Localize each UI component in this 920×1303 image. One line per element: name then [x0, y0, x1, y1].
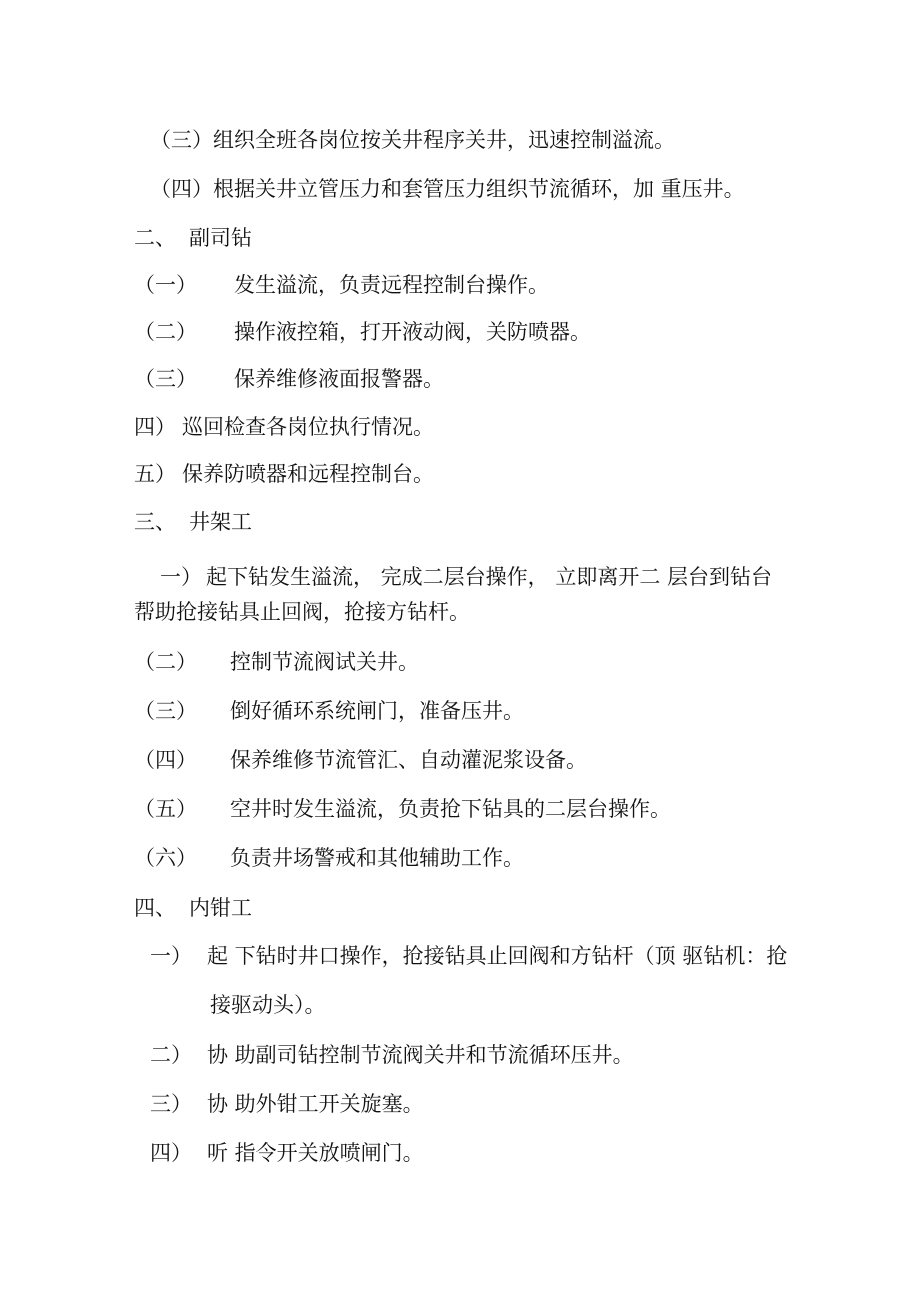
line-21 [150, 1090, 424, 1118]
item-marker: 三） [150, 1092, 192, 1116]
item-marker: （二） [134, 650, 197, 674]
item-text: 保养维修节流管汇、自动灌泥浆设备。 [230, 748, 587, 772]
item-text: 倒好循环系统闸门，准备压井。 [230, 699, 524, 723]
section-title: 井架工 [189, 510, 252, 534]
item-text: 发生溢流，负责远程控制台操作。 [234, 273, 549, 297]
line-16 [134, 844, 524, 872]
line-1 [150, 126, 675, 154]
line-8 [134, 460, 434, 488]
section-number: 三、 [134, 510, 176, 534]
item-text-continued: 接驱动头）。 [210, 993, 326, 1017]
item-text: 操作液控箱，打开液动阀，关防喷器。 [234, 320, 591, 344]
section-heading-3 [134, 508, 252, 536]
item-text: 负责井场警戒和其他辅助工作。 [230, 846, 524, 870]
section-title: 副司钻 [189, 226, 252, 250]
item-marker: 二） [150, 1043, 192, 1067]
line-20 [150, 1041, 634, 1069]
item-text: 协 助外钳工开关旋塞。 [207, 1092, 424, 1116]
item-marker: （五） [134, 797, 197, 821]
line-14 [134, 746, 587, 774]
line-10 [160, 563, 772, 591]
line-11 [134, 598, 470, 626]
line-2 [150, 175, 745, 203]
item-marker: （四） [150, 177, 213, 201]
line-4 [134, 271, 549, 299]
section-number: 四、 [134, 896, 176, 920]
item-text: 控制节流阀试关井。 [230, 650, 419, 674]
item-marker: （六） [134, 846, 197, 870]
section-title: 内钳工 [189, 896, 252, 920]
item-text: 协 助副司钻控制节流阀关井和节流循环压井。 [207, 1043, 634, 1067]
line-18 [150, 942, 787, 970]
item-marker: 五） [134, 462, 176, 486]
item-text: 起 下钻时井口操作，抢接钻具止回阀和方钻杆（顶 驱钻机：抢 [207, 944, 788, 968]
item-marker: 一） [150, 944, 192, 968]
item-marker: 一） [160, 565, 202, 589]
item-marker: 四） [134, 415, 176, 439]
item-text: 空井时发生溢流，负责抢下钻具的二层台操作。 [230, 797, 671, 821]
line-15 [134, 795, 671, 823]
section-number: 二、 [134, 226, 176, 250]
item-marker: （三） [134, 699, 197, 723]
item-text: 组织全班各岗位按关井程序关井，迅速控制溢流。 [213, 128, 675, 152]
item-marker: （三） [134, 367, 197, 391]
item-marker: （二） [134, 320, 197, 344]
line-13 [134, 697, 524, 725]
line-22 [150, 1139, 424, 1167]
line-7 [134, 413, 434, 441]
item-text: 根据关井立管压力和套管压力组织节流循环，加 重压井。 [213, 177, 745, 201]
line-19 [210, 991, 326, 1019]
item-text: 听 指令开关放喷闸门。 [207, 1141, 424, 1165]
item-marker: 四） [150, 1141, 192, 1165]
section-heading-2 [134, 224, 252, 252]
line-5 [134, 318, 591, 346]
section-heading-4 [134, 894, 252, 922]
item-text: 保养防喷器和远程控制台。 [182, 462, 434, 486]
line-6 [134, 365, 444, 393]
item-text: 起下钻发生溢流， 完成二层台操作， 立即离开二 层台到钻台 [206, 565, 773, 589]
item-marker: （三） [150, 128, 213, 152]
item-text: 保养维修液面报警器。 [234, 367, 444, 391]
line-12 [134, 648, 419, 676]
item-marker: （一） [134, 273, 197, 297]
item-text-continued: 帮助抢接钻具止回阀，抢接方钻杆。 [134, 600, 470, 624]
item-text: 巡回检查各岗位执行情况。 [182, 415, 434, 439]
item-marker: （四） [134, 748, 197, 772]
